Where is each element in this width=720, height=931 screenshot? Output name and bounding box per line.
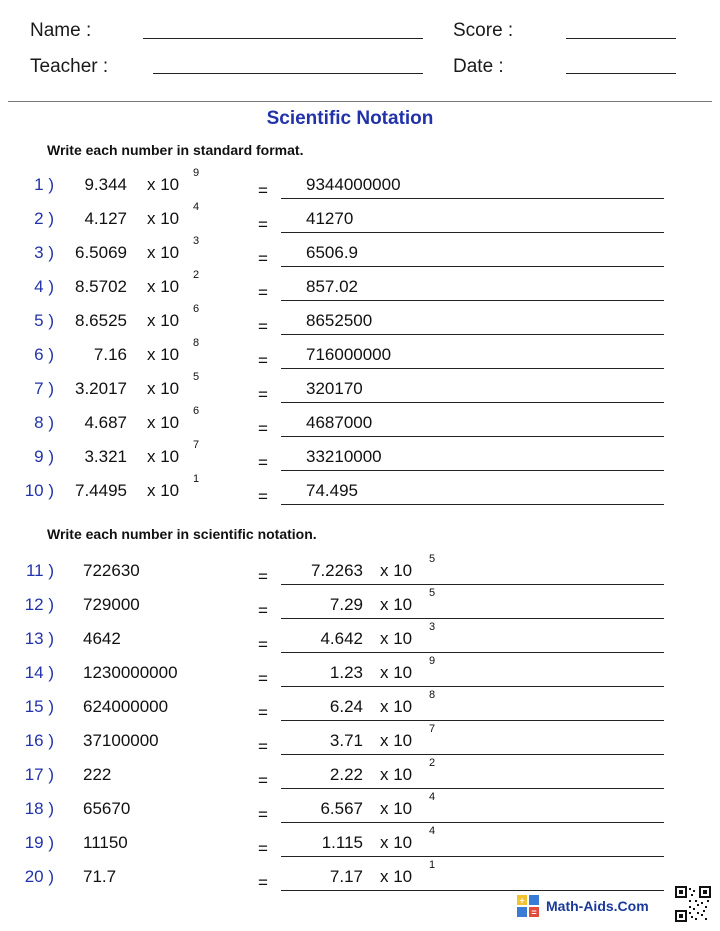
answer-coefficient[interactable]: 2.22: [329, 765, 363, 784]
given-number: 65670: [83, 799, 131, 818]
problem-number: 4 ): [34, 277, 54, 296]
problem-number: 13 ): [24, 629, 54, 648]
answer-line[interactable]: [281, 754, 664, 755]
equals-sign: =: [258, 771, 268, 790]
coefficient: 3.321: [84, 447, 127, 466]
answer-line[interactable]: [281, 652, 664, 653]
exponent: 4: [193, 201, 200, 213]
equals-sign: =: [258, 737, 268, 756]
problem-row: [0, 725, 720, 759]
answer-coefficient[interactable]: 1.115: [321, 833, 363, 852]
exponent: 1: [193, 473, 200, 485]
answer-line[interactable]: [281, 788, 664, 789]
times-ten: x 10: [147, 243, 180, 262]
problem-row: [0, 555, 720, 589]
answer-exponent[interactable]: 4: [429, 825, 436, 837]
problem-number: 5 ): [34, 311, 54, 330]
answer-times-ten: x 10: [380, 799, 413, 818]
answer-value[interactable]: 6506.9: [306, 243, 358, 262]
equals-sign: =: [258, 805, 268, 824]
answer-value[interactable]: 33210000: [306, 447, 382, 466]
problem-row: [0, 373, 720, 407]
problem-number: 19 ): [24, 833, 54, 852]
equals-sign: =: [258, 317, 268, 336]
teacher-label: Teacher :: [30, 56, 109, 77]
answer-value[interactable]: 74.495: [306, 481, 358, 500]
given-number: 222: [83, 765, 112, 784]
equals-sign: =: [258, 703, 268, 722]
times-ten: x 10: [147, 277, 180, 296]
problem-number: 15 ): [24, 697, 54, 716]
equals-sign: =: [258, 215, 268, 234]
problem-row: [0, 203, 720, 237]
answer-coefficient[interactable]: 1.23: [329, 663, 363, 682]
answer-exponent[interactable]: 1: [429, 859, 436, 871]
answer-times-ten: x 10: [380, 731, 413, 750]
problem-row: [0, 475, 720, 509]
problem-number: 17 ): [24, 765, 54, 784]
coefficient: 7.16: [93, 345, 127, 364]
times-ten: x 10: [147, 447, 180, 466]
problem-number: 8 ): [34, 413, 54, 432]
exponent: 7: [193, 439, 200, 451]
answer-line[interactable]: [281, 890, 664, 891]
equals-sign: =: [258, 283, 268, 302]
answer-coefficient[interactable]: 3.71: [329, 731, 363, 750]
times-ten: x 10: [147, 413, 180, 432]
answer-line[interactable]: [281, 720, 664, 721]
times-ten: x 10: [147, 481, 180, 500]
answer-exponent[interactable]: 4: [429, 791, 436, 803]
coefficient: 3.2017: [75, 379, 127, 398]
times-ten: x 10: [147, 379, 180, 398]
problem-number: 20 ): [24, 867, 54, 886]
equals-sign: =: [258, 487, 268, 506]
times-ten: x 10: [147, 209, 180, 228]
answer-times-ten: x 10: [380, 697, 413, 716]
coefficient: 7.4495: [75, 481, 127, 500]
answer-exponent[interactable]: 7: [429, 723, 436, 735]
answer-line[interactable]: [281, 686, 664, 687]
given-number: 71.7: [83, 867, 117, 886]
times-ten: x 10: [147, 345, 180, 364]
problem-row: [0, 691, 720, 725]
answer-value[interactable]: 320170: [306, 379, 363, 398]
answer-line[interactable]: [281, 232, 664, 233]
equals-sign: =: [258, 635, 268, 654]
answer-exponent[interactable]: 3: [429, 621, 436, 633]
problem-number: 11 ): [25, 561, 54, 580]
answer-line[interactable]: [281, 368, 664, 369]
name-field-line[interactable]: [143, 38, 423, 39]
equals-sign: =: [258, 873, 268, 892]
answer-times-ten: x 10: [380, 595, 413, 614]
answer-line[interactable]: [281, 584, 664, 585]
svg-text:+: +: [519, 895, 525, 906]
header-divider: [8, 101, 712, 102]
date-field-line[interactable]: [566, 73, 676, 74]
equals-sign: =: [258, 419, 268, 438]
answer-exponent[interactable]: 5: [429, 587, 436, 599]
answer-coefficient[interactable]: 7.29: [329, 595, 363, 614]
answer-line[interactable]: [281, 402, 664, 403]
problem-number: 6 ): [34, 345, 54, 364]
answer-coefficient[interactable]: 6.24: [329, 697, 363, 716]
problem-row: [0, 827, 720, 861]
exponent: 6: [193, 405, 200, 417]
answer-line[interactable]: [281, 266, 664, 267]
equals-sign: =: [258, 839, 268, 858]
coefficient: 8.5702: [75, 277, 127, 296]
answer-times-ten: x 10: [380, 629, 413, 648]
problem-number: 2 ): [34, 209, 54, 228]
coefficient: 4.127: [84, 209, 127, 228]
answer-times-ten: x 10: [380, 663, 413, 682]
answer-line[interactable]: [281, 470, 664, 471]
given-number: 37100000: [83, 731, 159, 750]
exponent: 3: [193, 235, 200, 247]
answer-line[interactable]: [281, 334, 664, 335]
equals-sign: =: [258, 351, 268, 370]
problem-row: [0, 169, 720, 203]
coefficient: 9.344: [84, 175, 127, 194]
answer-value[interactable]: 8652500: [306, 311, 373, 330]
given-number: 624000000: [83, 697, 169, 716]
problem-number: 1 ): [34, 175, 54, 194]
problem-number: 12 ): [24, 595, 54, 614]
worksheet-title: Scientific Notation: [266, 108, 434, 129]
equals-sign: =: [258, 669, 268, 688]
problem-row: [0, 793, 720, 827]
times-ten: x 10: [147, 311, 180, 330]
exponent: 5: [193, 371, 200, 383]
equals-sign: =: [258, 601, 268, 620]
section2-instruction: Write each number in scientific notation.: [47, 526, 317, 542]
problem-row: [0, 237, 720, 271]
problem-row: [0, 305, 720, 339]
problem-row: [0, 339, 720, 373]
logo-text: Math-Aids.Com: [546, 898, 649, 914]
answer-value[interactable]: 716000000: [306, 345, 392, 364]
answer-line[interactable]: [281, 504, 664, 505]
answer-coefficient[interactable]: 4.642: [320, 629, 363, 648]
given-number: 1230000000: [83, 663, 178, 682]
answer-times-ten: x 10: [380, 867, 413, 886]
answer-line[interactable]: [281, 822, 664, 823]
given-number: 4642: [83, 629, 121, 648]
teacher-field-line[interactable]: [153, 73, 423, 74]
qr-code-icon: [675, 886, 711, 922]
exponent: 9: [193, 167, 200, 179]
score-field-line[interactable]: [566, 38, 676, 39]
math-aids-logo-icon: [516, 894, 540, 918]
answer-value[interactable]: 857.02: [306, 277, 358, 296]
problem-number: 3 ): [34, 243, 54, 262]
answer-times-ten: x 10: [380, 765, 413, 784]
answer-line[interactable]: [281, 198, 664, 199]
answer-value[interactable]: 4687000: [306, 413, 373, 432]
answer-line[interactable]: [281, 856, 664, 857]
problem-row: [0, 441, 720, 475]
answer-coefficient[interactable]: 7.17: [329, 867, 363, 886]
problem-number: 9 ): [34, 447, 54, 466]
coefficient: 4.687: [84, 413, 127, 432]
exponent: 2: [193, 269, 200, 281]
problem-row: [0, 271, 720, 305]
answer-line[interactable]: [281, 300, 664, 301]
answer-exponent[interactable]: 9: [429, 655, 436, 667]
answer-line[interactable]: [281, 436, 664, 437]
svg-text:=: =: [531, 907, 537, 918]
equals-sign: =: [258, 385, 268, 404]
times-ten: x 10: [147, 175, 180, 194]
answer-times-ten: x 10: [380, 833, 413, 852]
exponent: 8: [193, 337, 200, 349]
answer-coefficient[interactable]: 7.2263: [311, 561, 363, 580]
exponent: 6: [193, 303, 200, 315]
answer-value[interactable]: 9344000000: [306, 175, 401, 194]
problem-number: 18 ): [24, 799, 54, 818]
coefficient: 6.5069: [75, 243, 127, 262]
equals-sign: =: [258, 567, 268, 586]
given-number: 729000: [83, 595, 140, 614]
given-number: 722630: [83, 561, 140, 580]
equals-sign: =: [258, 453, 268, 472]
problem-row: [0, 589, 720, 623]
problem-number: 14 ): [24, 663, 54, 682]
equals-sign: =: [258, 249, 268, 268]
answer-coefficient[interactable]: 6.567: [320, 799, 363, 818]
answer-exponent[interactable]: 2: [429, 757, 436, 769]
section1-instruction: Write each number in standard format.: [47, 142, 304, 158]
problem-row: [0, 657, 720, 691]
name-label: Name :: [30, 20, 92, 41]
answer-exponent[interactable]: 5: [429, 553, 436, 565]
coefficient: 8.6525: [75, 311, 127, 330]
given-number: 11150: [83, 833, 128, 852]
problem-number: 7 ): [34, 379, 54, 398]
problem-row: [0, 407, 720, 441]
equals-sign: =: [258, 181, 268, 200]
problem-row: [0, 861, 720, 895]
math-aids-logo[interactable]: [516, 894, 649, 918]
problem-row: [0, 759, 720, 793]
problem-number: 10 ): [24, 481, 54, 500]
problem-row: [0, 623, 720, 657]
answer-line[interactable]: [281, 618, 664, 619]
problem-number: 16 ): [24, 731, 54, 750]
score-label: Score :: [453, 20, 514, 41]
answer-value[interactable]: 41270: [306, 209, 354, 228]
date-label: Date :: [453, 56, 504, 77]
answer-exponent[interactable]: 8: [429, 689, 436, 701]
answer-times-ten: x 10: [380, 561, 413, 580]
